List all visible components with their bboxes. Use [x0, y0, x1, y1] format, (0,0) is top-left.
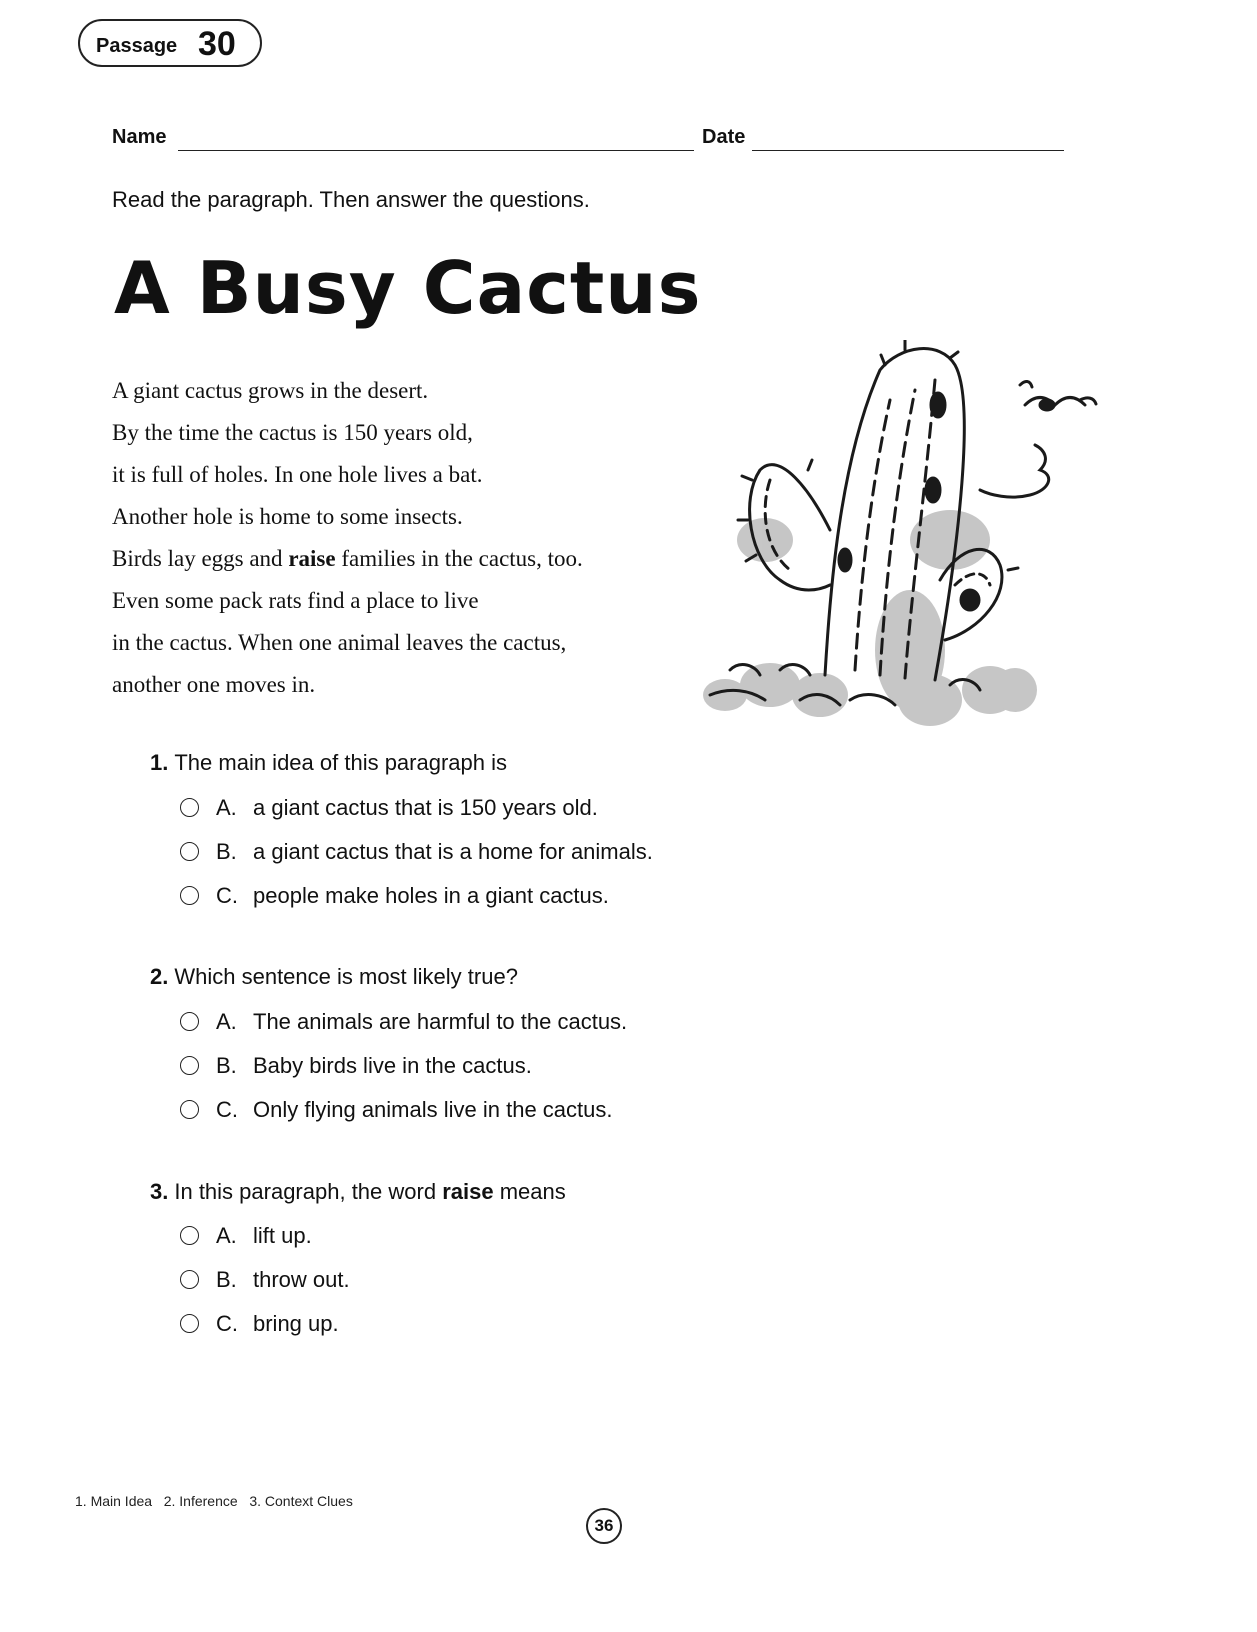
radio-circle-icon[interactable] [180, 886, 199, 905]
option-text: The animals are harmful to the cactus. [253, 1009, 628, 1034]
page-number: 36 [586, 1508, 622, 1544]
question-3 [150, 1179, 566, 1209]
passage-line [112, 538, 583, 580]
option-letter: A. [216, 1009, 237, 1034]
passage-text-fragment: families in the cactus, too. [335, 546, 583, 571]
name-label: Name [112, 126, 167, 148]
bold-word-raise: raise [288, 546, 336, 571]
option-text: throw out. [253, 1267, 350, 1292]
passage-line: it is full of holes. In one hole lives a bat. [112, 462, 483, 487]
passage-label: Passage [96, 35, 178, 57]
passage-line: Another hole is home to some insects. [112, 504, 463, 529]
passage-line: Even some pack rats find a place to live [112, 588, 479, 613]
question-text: means [493, 1179, 566, 1204]
option-letter: B. [216, 839, 237, 864]
question-text: In this paragraph, the word [174, 1179, 443, 1204]
name-date-row [112, 126, 1102, 156]
radio-circle-icon[interactable] [180, 1012, 199, 1031]
passage-line: another one moves in. [112, 672, 316, 697]
passage-line: A giant cactus grows in the desert. [112, 378, 429, 403]
question-1 [150, 750, 507, 780]
radio-circle-icon[interactable] [180, 1100, 199, 1119]
passage-line: in the cactus. When one animal leaves the cactus, [112, 630, 567, 655]
question-2 [150, 964, 518, 994]
option-letter: C. [216, 1097, 238, 1122]
radio-circle-icon[interactable] [180, 1314, 199, 1333]
option-letter: A. [216, 1223, 237, 1248]
question-number: 3. [150, 1179, 169, 1204]
option-letter: B. [216, 1267, 237, 1292]
skills-footer: 1. Main Idea 2. Inference 3. Context Clues [75, 1493, 353, 1509]
option-letter: B. [216, 1053, 237, 1078]
option-text: a giant cactus that is 150 years old. [253, 795, 598, 820]
option-text: people make holes in a giant cactus. [253, 883, 609, 908]
option-text: Baby birds live in the cactus. [253, 1053, 532, 1078]
date-label: Date [702, 126, 746, 148]
option-letter: C. [216, 883, 238, 908]
option-text: Only flying animals live in the cactus. [253, 1097, 613, 1122]
radio-circle-icon[interactable] [180, 1226, 199, 1245]
date-field[interactable] [752, 150, 1064, 151]
option-text: bring up. [253, 1311, 339, 1336]
instructions: Read the paragraph. Then answer the questions. [112, 187, 590, 212]
option-letter: C. [216, 1311, 238, 1336]
question-text: Which sentence is most likely true? [174, 964, 518, 989]
passage-title: A Busy Cactus [114, 246, 702, 330]
bold-word-raise: raise [442, 1179, 494, 1204]
option-text: lift up. [253, 1223, 312, 1248]
question-number: 1. [150, 750, 169, 775]
name-field[interactable] [178, 150, 694, 151]
passage-number: 30 [198, 25, 236, 63]
radio-circle-icon[interactable] [180, 1056, 199, 1075]
option-text: a giant cactus that is a home for animals. [253, 839, 653, 864]
cactus-illustration [690, 340, 1130, 740]
radio-circle-icon[interactable] [180, 842, 199, 861]
radio-circle-icon[interactable] [180, 1270, 199, 1289]
option-letter: A. [216, 795, 237, 820]
question-number: 2. [150, 964, 169, 989]
radio-circle-icon[interactable] [180, 798, 199, 817]
passage-text-fragment: Birds lay eggs and [112, 546, 289, 571]
passage-text [112, 370, 583, 706]
passage-badge [78, 19, 262, 67]
passage-line: By the time the cactus is 150 years old, [112, 420, 473, 445]
question-text: The main idea of this paragraph is [174, 750, 507, 775]
